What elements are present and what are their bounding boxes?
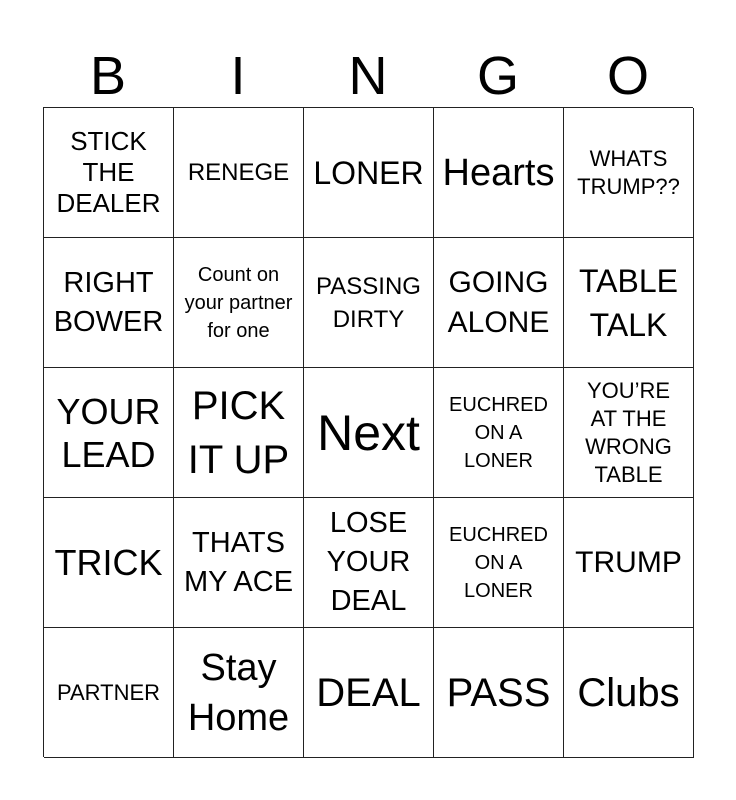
cell-text: TRICK bbox=[54, 542, 163, 583]
cell-text: PASSING DIRTY bbox=[316, 272, 421, 333]
header-letter-i: I bbox=[230, 46, 246, 106]
cell-text: TRUMP bbox=[575, 545, 682, 579]
bingo-cell[interactable] bbox=[434, 498, 564, 628]
bingo-cell[interactable] bbox=[304, 498, 434, 628]
bingo-cell[interactable] bbox=[304, 628, 434, 758]
bingo-cell[interactable] bbox=[174, 238, 304, 368]
cell-text: YOU’RE AT THE WRONG TABLE bbox=[585, 377, 672, 487]
bingo-cell[interactable] bbox=[44, 368, 174, 498]
bingo-cell[interactable] bbox=[434, 108, 564, 238]
cell-text: RENEGE bbox=[187, 159, 290, 186]
bingo-cell[interactable] bbox=[174, 108, 304, 238]
bingo-header bbox=[43, 45, 693, 107]
cell-text: PICK IT UP bbox=[187, 383, 290, 482]
cell-text: RIGHT BOWER bbox=[53, 266, 164, 338]
header-letter-g: G bbox=[476, 46, 519, 106]
cell-text: YOUR LEAD bbox=[56, 390, 161, 475]
cell-text: Clubs bbox=[577, 670, 680, 715]
bingo-cell[interactable] bbox=[174, 628, 304, 758]
cell-text: PARTNER bbox=[56, 679, 161, 705]
bingo-cell[interactable] bbox=[564, 108, 694, 238]
cell-text: EUCHRED ON A LONER bbox=[449, 523, 548, 602]
cell-text: LONER bbox=[313, 154, 424, 191]
cell-text: Count on your partner for one bbox=[184, 263, 293, 342]
bingo-cell[interactable] bbox=[304, 238, 434, 368]
bingo-cell[interactable] bbox=[44, 108, 174, 238]
cell-text: Hearts bbox=[442, 151, 555, 194]
cell-text: PASS bbox=[446, 670, 551, 715]
bingo-cell[interactable] bbox=[564, 238, 694, 368]
cell-text: STICK THE DEALER bbox=[56, 126, 161, 218]
cell-text: EUCHRED ON A LONER bbox=[449, 393, 548, 472]
cell-text: TABLE TALK bbox=[579, 262, 678, 343]
bingo-cell[interactable] bbox=[304, 108, 434, 238]
cell-text: LOSE YOUR DEAL bbox=[326, 507, 411, 617]
header-letter-n: N bbox=[348, 46, 388, 106]
cell-text: Next bbox=[317, 404, 420, 461]
cell-text: Stay Home bbox=[187, 646, 290, 739]
bingo-board bbox=[43, 107, 693, 757]
bingo-cell[interactable] bbox=[564, 628, 694, 758]
header-letter-b: B bbox=[89, 46, 127, 106]
cell-text: WHATS TRUMP?? bbox=[577, 145, 680, 199]
bingo-cell[interactable] bbox=[174, 498, 304, 628]
bingo-cell[interactable] bbox=[434, 628, 564, 758]
bingo-cell[interactable] bbox=[564, 498, 694, 628]
bingo-cell[interactable] bbox=[44, 628, 174, 758]
bingo-cell[interactable] bbox=[434, 238, 564, 368]
bingo-cell[interactable] bbox=[44, 498, 174, 628]
bingo-cell[interactable] bbox=[304, 368, 434, 498]
cell-text: THATS MY ACE bbox=[183, 526, 294, 598]
bingo-cell[interactable] bbox=[434, 368, 564, 498]
bingo-cell[interactable] bbox=[174, 368, 304, 498]
bingo-cell[interactable] bbox=[44, 238, 174, 368]
cell-text: GOING ALONE bbox=[447, 265, 550, 339]
cell-text: DEAL bbox=[316, 670, 421, 715]
bingo-cell[interactable] bbox=[564, 368, 694, 498]
header-letter-o: O bbox=[606, 46, 649, 106]
